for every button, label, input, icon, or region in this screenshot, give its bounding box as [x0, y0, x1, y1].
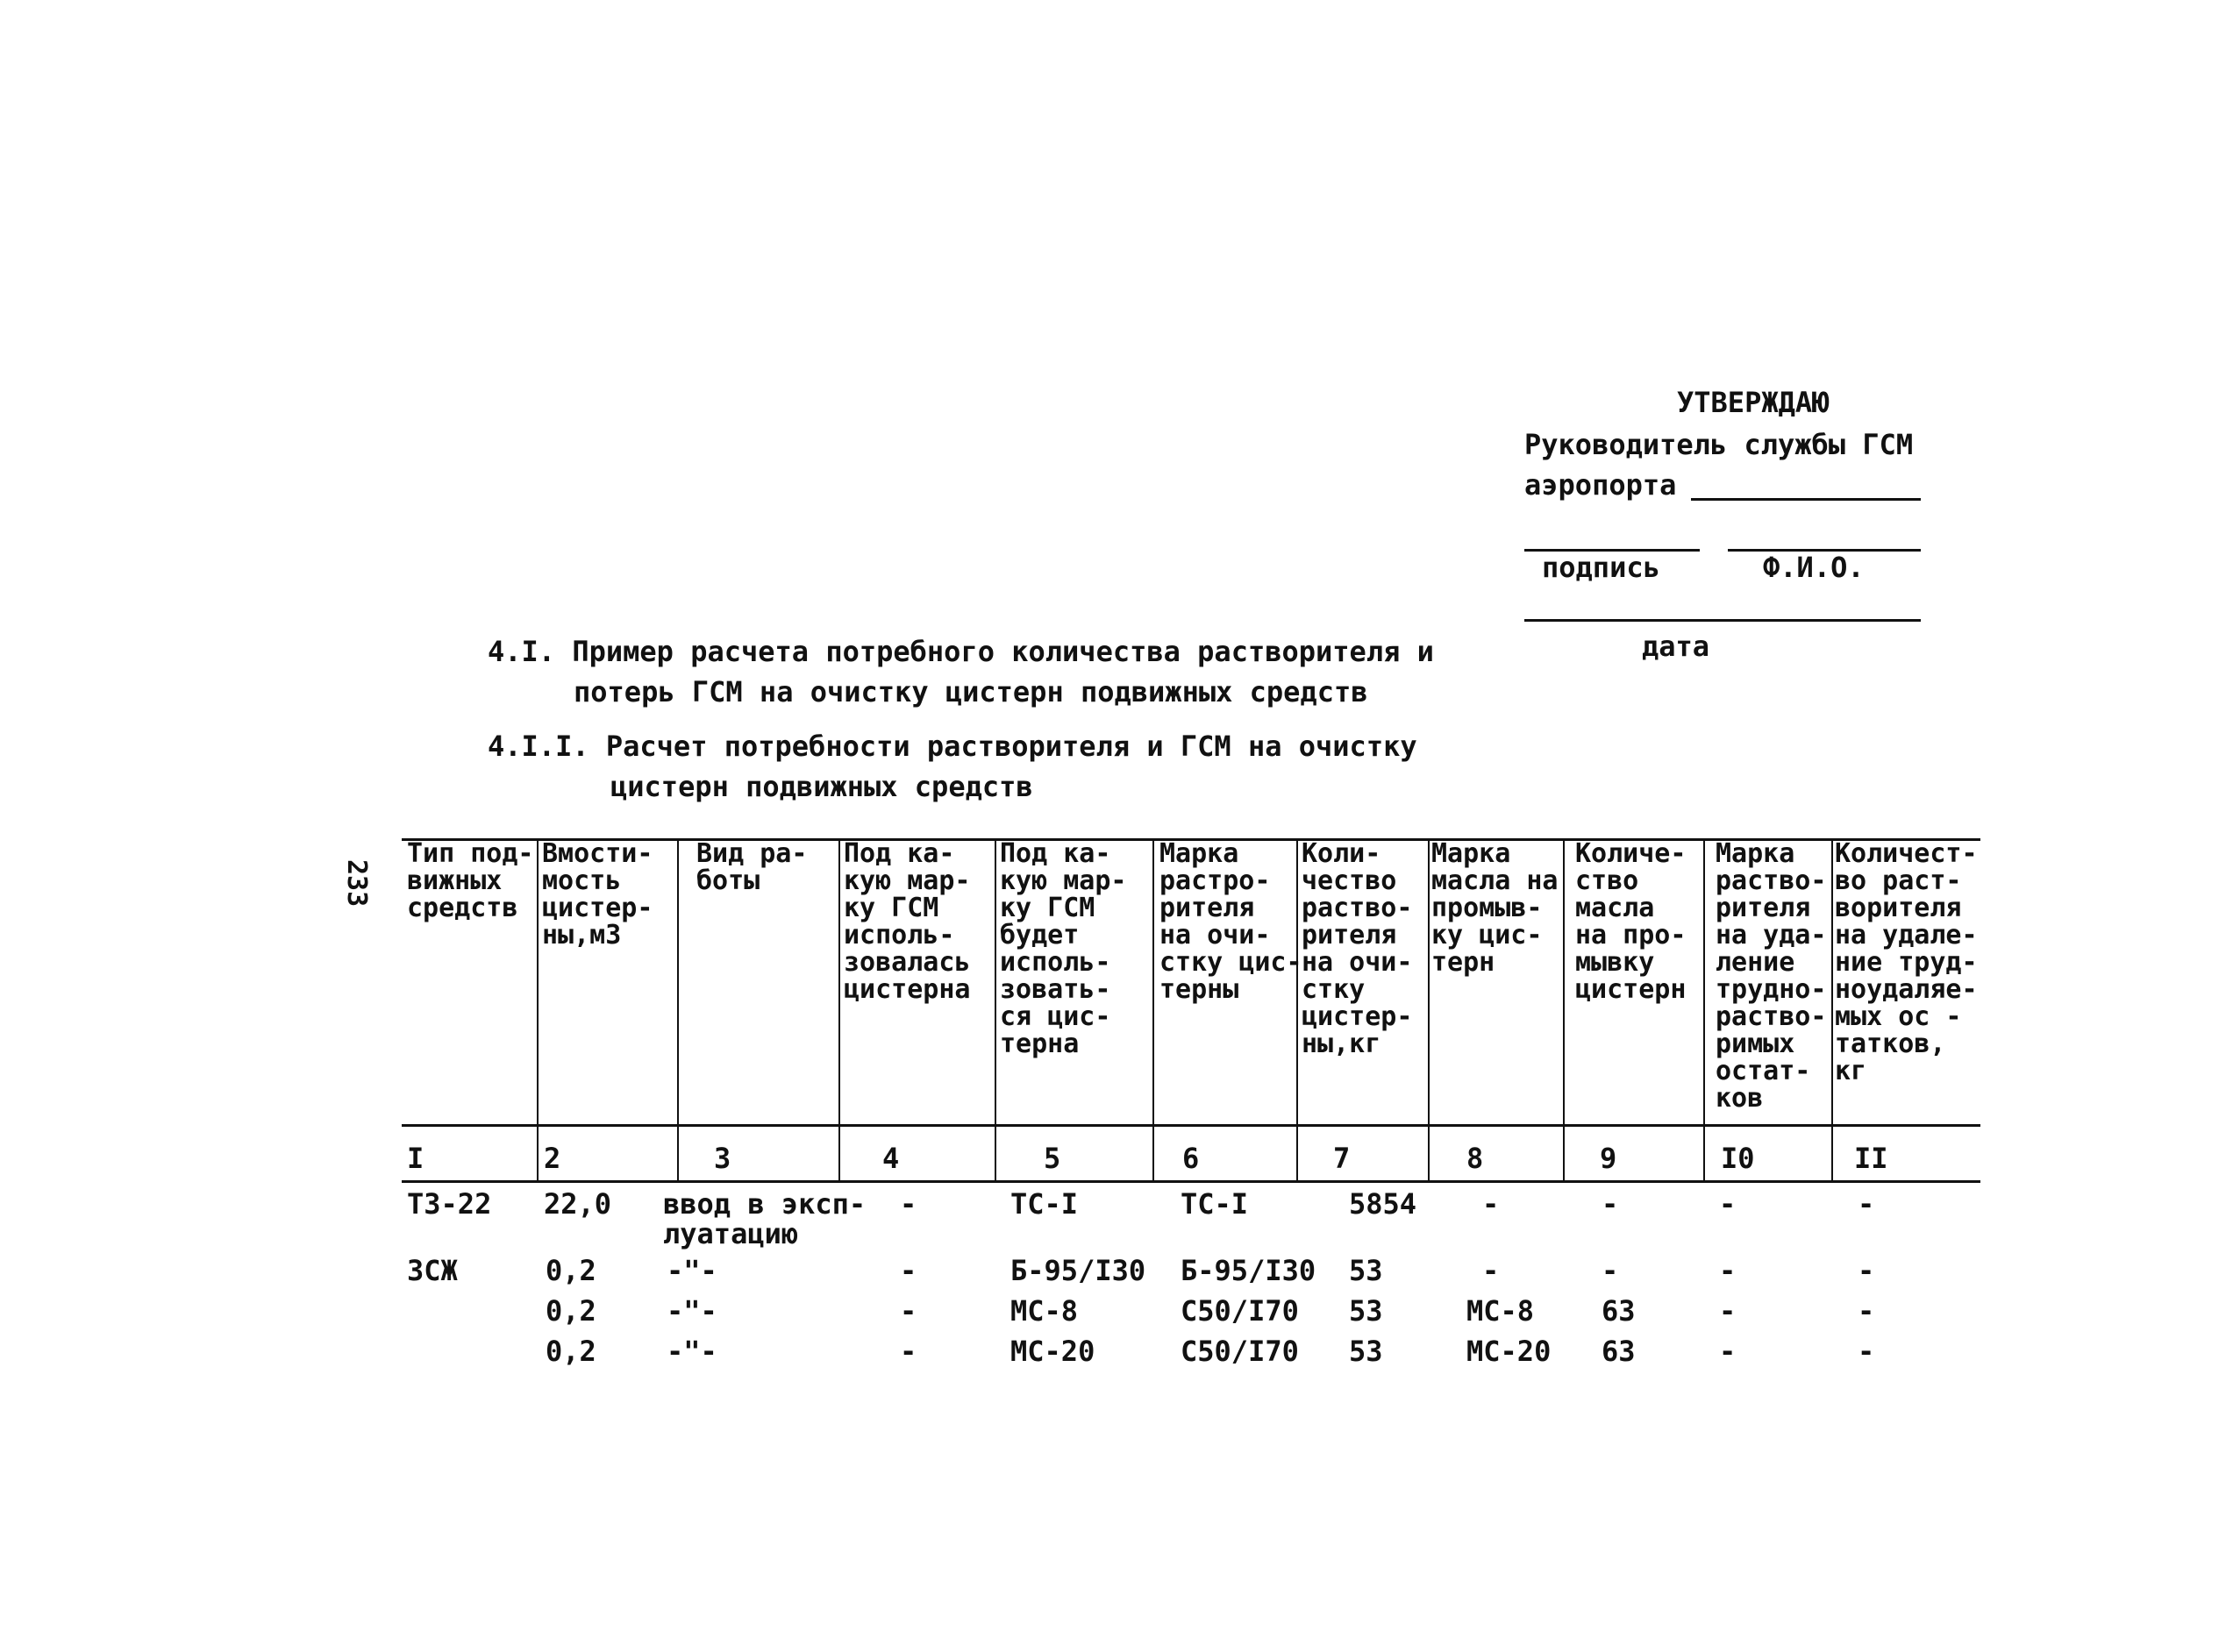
cell-oil-quantity: -	[1602, 1254, 1619, 1287]
column-divider	[1831, 838, 1833, 1180]
subsection-heading	[488, 726, 1417, 766]
subsection-title-line2: цистерн подвижных средств	[610, 770, 1033, 803]
date-label: дата	[1642, 630, 1710, 663]
header-oil-grade: Марка масла на промыв- ку цис- терн	[1431, 838, 1559, 978]
column-number: 6	[1182, 1142, 1200, 1175]
signature-label: подпись	[1542, 551, 1660, 584]
cell-solvent-grade: С50/I70	[1181, 1335, 1299, 1368]
column-divider	[1703, 838, 1705, 1180]
cell-oil-grade: -	[1482, 1187, 1500, 1221]
header-solvent-quantity: Коли- чество раство- рителя на очи- стку цистер- ны,кг	[1302, 838, 1413, 1059]
cell-residue-solvent-quantity: -	[1858, 1294, 1875, 1328]
cell-previous-fuel-grade: -	[900, 1294, 917, 1328]
section-number: 4.I.	[488, 635, 556, 668]
cell-future-fuel-grade: Б-95/I30	[1010, 1254, 1146, 1287]
column-number: I	[407, 1142, 424, 1175]
column-divider	[537, 838, 539, 1180]
column-divider	[1152, 838, 1154, 1180]
header-oil-quantity: Количе- ство масла на про- мывку цистерн	[1575, 838, 1687, 1005]
cell-vehicle-type: ТЗ-22	[407, 1187, 492, 1221]
approval-line2: аэропорта	[1524, 468, 1677, 502]
cell-tank-capacity: 0,2	[546, 1254, 596, 1287]
column-divider	[677, 838, 679, 1180]
cell-solvent-grade: С50/I70	[1181, 1294, 1299, 1328]
cell-work-type: -"-	[667, 1254, 717, 1287]
airport-signature-line	[1691, 498, 1921, 501]
cell-previous-fuel-grade: -	[900, 1335, 917, 1368]
cell-solvent-quantity: 5854	[1349, 1187, 1417, 1221]
column-number: 8	[1466, 1142, 1484, 1175]
approval-title: УТВЕРЖДАЮ	[1677, 386, 1830, 419]
cell-residue-solvent-grade: -	[1719, 1335, 1737, 1368]
cell-oil-quantity: 63	[1602, 1335, 1636, 1368]
cell-work-type: -"-	[667, 1294, 717, 1328]
cell-tank-capacity: 22,0	[544, 1187, 612, 1221]
name-label: Ф.И.О.	[1763, 551, 1865, 584]
table-header-bottom-rule	[402, 1124, 1980, 1127]
column-divider	[1563, 838, 1565, 1180]
cell-solvent-quantity: 53	[1349, 1294, 1383, 1328]
cell-solvent-grade: Б-95/I30	[1181, 1254, 1316, 1287]
header-future-fuel-grade: Под ка- кую мар- ку ГСМ будет исполь- зовать- ся цис- терна	[1000, 838, 1127, 1059]
column-divider	[995, 838, 996, 1180]
cell-residue-solvent-quantity: -	[1858, 1187, 1875, 1221]
cell-future-fuel-grade: МС-8	[1010, 1294, 1079, 1328]
column-number: 2	[544, 1142, 561, 1175]
section-title-line2: потерь ГСМ на очистку цистерн подвижных средств	[574, 675, 1368, 709]
cell-future-fuel-grade: ТС-I	[1010, 1187, 1079, 1221]
subsection-number: 4.I.I.	[488, 730, 589, 763]
column-divider	[1428, 838, 1430, 1180]
header-work-type: Вид ра- боты	[696, 838, 808, 896]
cell-oil-grade: МС-20	[1466, 1335, 1552, 1368]
cell-solvent-quantity: 53	[1349, 1254, 1383, 1287]
column-number: 5	[1044, 1142, 1061, 1175]
cell-oil-quantity: -	[1602, 1187, 1619, 1221]
section-heading	[488, 631, 1434, 672]
table-numbers-bottom-rule	[402, 1180, 1980, 1183]
header-residue-solvent-quantity: Количест- во раст- ворителя на удале- ние труд- ноудаляе- мых ос - татков, кг	[1835, 838, 1978, 1086]
cell-previous-fuel-grade: -	[900, 1187, 917, 1221]
cell-tank-capacity: 0,2	[546, 1335, 596, 1368]
column-number: II	[1854, 1142, 1888, 1175]
column-divider	[838, 838, 840, 1180]
cell-previous-fuel-grade: -	[900, 1254, 917, 1287]
page-number: 233	[341, 859, 372, 908]
cell-work-type: -"-	[667, 1335, 717, 1368]
column-number: 7	[1333, 1142, 1351, 1175]
cell-residue-solvent-quantity: -	[1858, 1335, 1875, 1368]
cell-residue-solvent-grade: -	[1719, 1254, 1737, 1287]
header-vehicle-type: Тип под- вижных средств	[407, 838, 534, 923]
cell-work-type: ввод в эксп- луатацию	[663, 1187, 867, 1250]
cell-residue-solvent-quantity: -	[1858, 1254, 1875, 1287]
header-previous-fuel-grade: Под ка- кую мар- ку ГСМ исполь- зовалась цистерна	[844, 838, 971, 1005]
section-title-line1: Пример расчета потребного количества растворителя и	[572, 635, 1434, 668]
header-residue-solvent-grade: Марка раство- рителя на уда- ление трудно- раство- римых остат- ков	[1716, 838, 1827, 1114]
cell-oil-quantity: 63	[1602, 1294, 1636, 1328]
cell-vehicle-type: ЗСЖ	[407, 1254, 458, 1287]
cell-solvent-quantity: 53	[1349, 1335, 1383, 1368]
cell-tank-capacity: 0,2	[546, 1294, 596, 1328]
date-line	[1524, 619, 1921, 622]
header-solvent-grade: Марка растро- рителя на очи- стку цис- терны	[1159, 838, 1302, 1005]
column-number: I0	[1721, 1142, 1755, 1175]
header-tank-capacity: Вмости- мость цистер- ны,м3	[542, 838, 653, 951]
cell-residue-solvent-grade: -	[1719, 1294, 1737, 1328]
column-number: 3	[714, 1142, 731, 1175]
column-number: 9	[1600, 1142, 1617, 1175]
cell-solvent-grade: ТС-I	[1181, 1187, 1249, 1221]
cell-oil-grade: -	[1482, 1254, 1500, 1287]
approval-line1: Руководитель службы ГСМ	[1524, 428, 1914, 461]
subsection-title-line1: Расчет потребности растворителя и ГСМ на очистку	[605, 730, 1417, 763]
cell-residue-solvent-grade: -	[1719, 1187, 1737, 1221]
cell-oil-grade: МС-8	[1466, 1294, 1535, 1328]
cell-future-fuel-grade: МС-20	[1010, 1335, 1095, 1368]
column-number: 4	[882, 1142, 900, 1175]
